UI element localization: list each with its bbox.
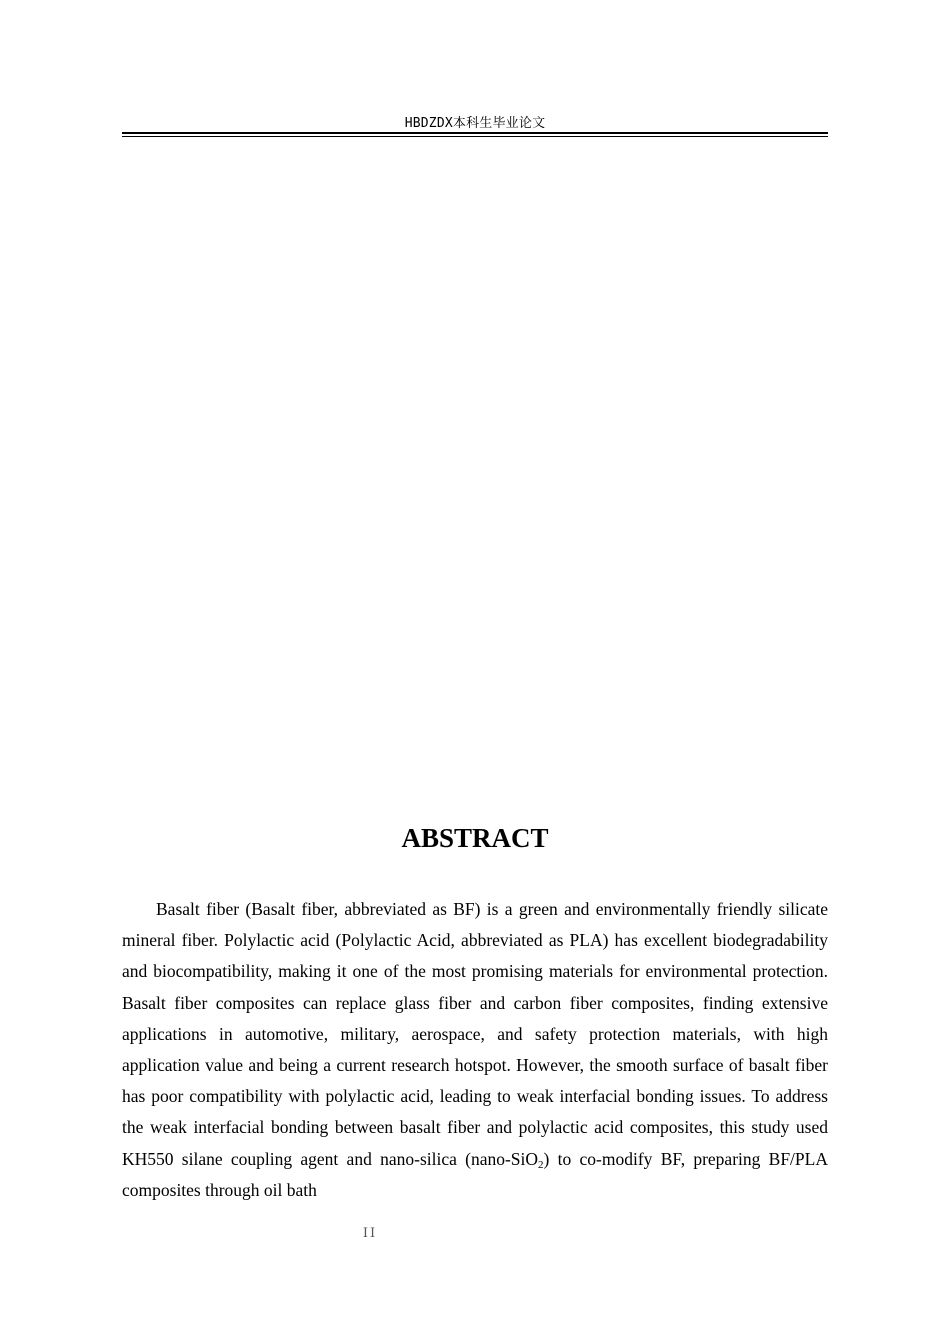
subscript-text: 2 xyxy=(538,1158,544,1171)
abstract-paragraph xyxy=(122,894,828,1206)
header-title: HBDZDX本科生毕业论文 xyxy=(404,116,546,131)
page-number: II xyxy=(362,1226,378,1241)
abstract-heading: ABSTRACT xyxy=(401,823,549,853)
header-double-rule xyxy=(122,132,828,137)
abstract-text-part2: ) to co-modify BF, preparing BF/PLA composites through oil bath xyxy=(122,1148,828,1200)
page-header xyxy=(122,114,828,133)
abstract-text-part1: Basalt fiber (Basalt fiber, abbreviated as BF) is a green and environmentally friendly silicate mineral fiber. Polylactic acid (Polylactic Acid, abbreviated as PLA) has excellent biodegradability and biocompatibility, making it one of the most promising materials for environmental protection. Basalt fiber composites can replace glass fiber and carbon fiber composites, finding extensive applications in automotive, military, aerospace, and safety protection materials, with high application value and being a current research hotspot. However, the smooth surface of basalt fiber has poor compatibility with polylactic acid, leading to weak interfacial bonding issues. To address the weak interfacial bonding between basalt fiber and polylactic acid composites, this study used KH550 silane coupling agent and nano-silica (nano-SiO xyxy=(122,899,828,1169)
